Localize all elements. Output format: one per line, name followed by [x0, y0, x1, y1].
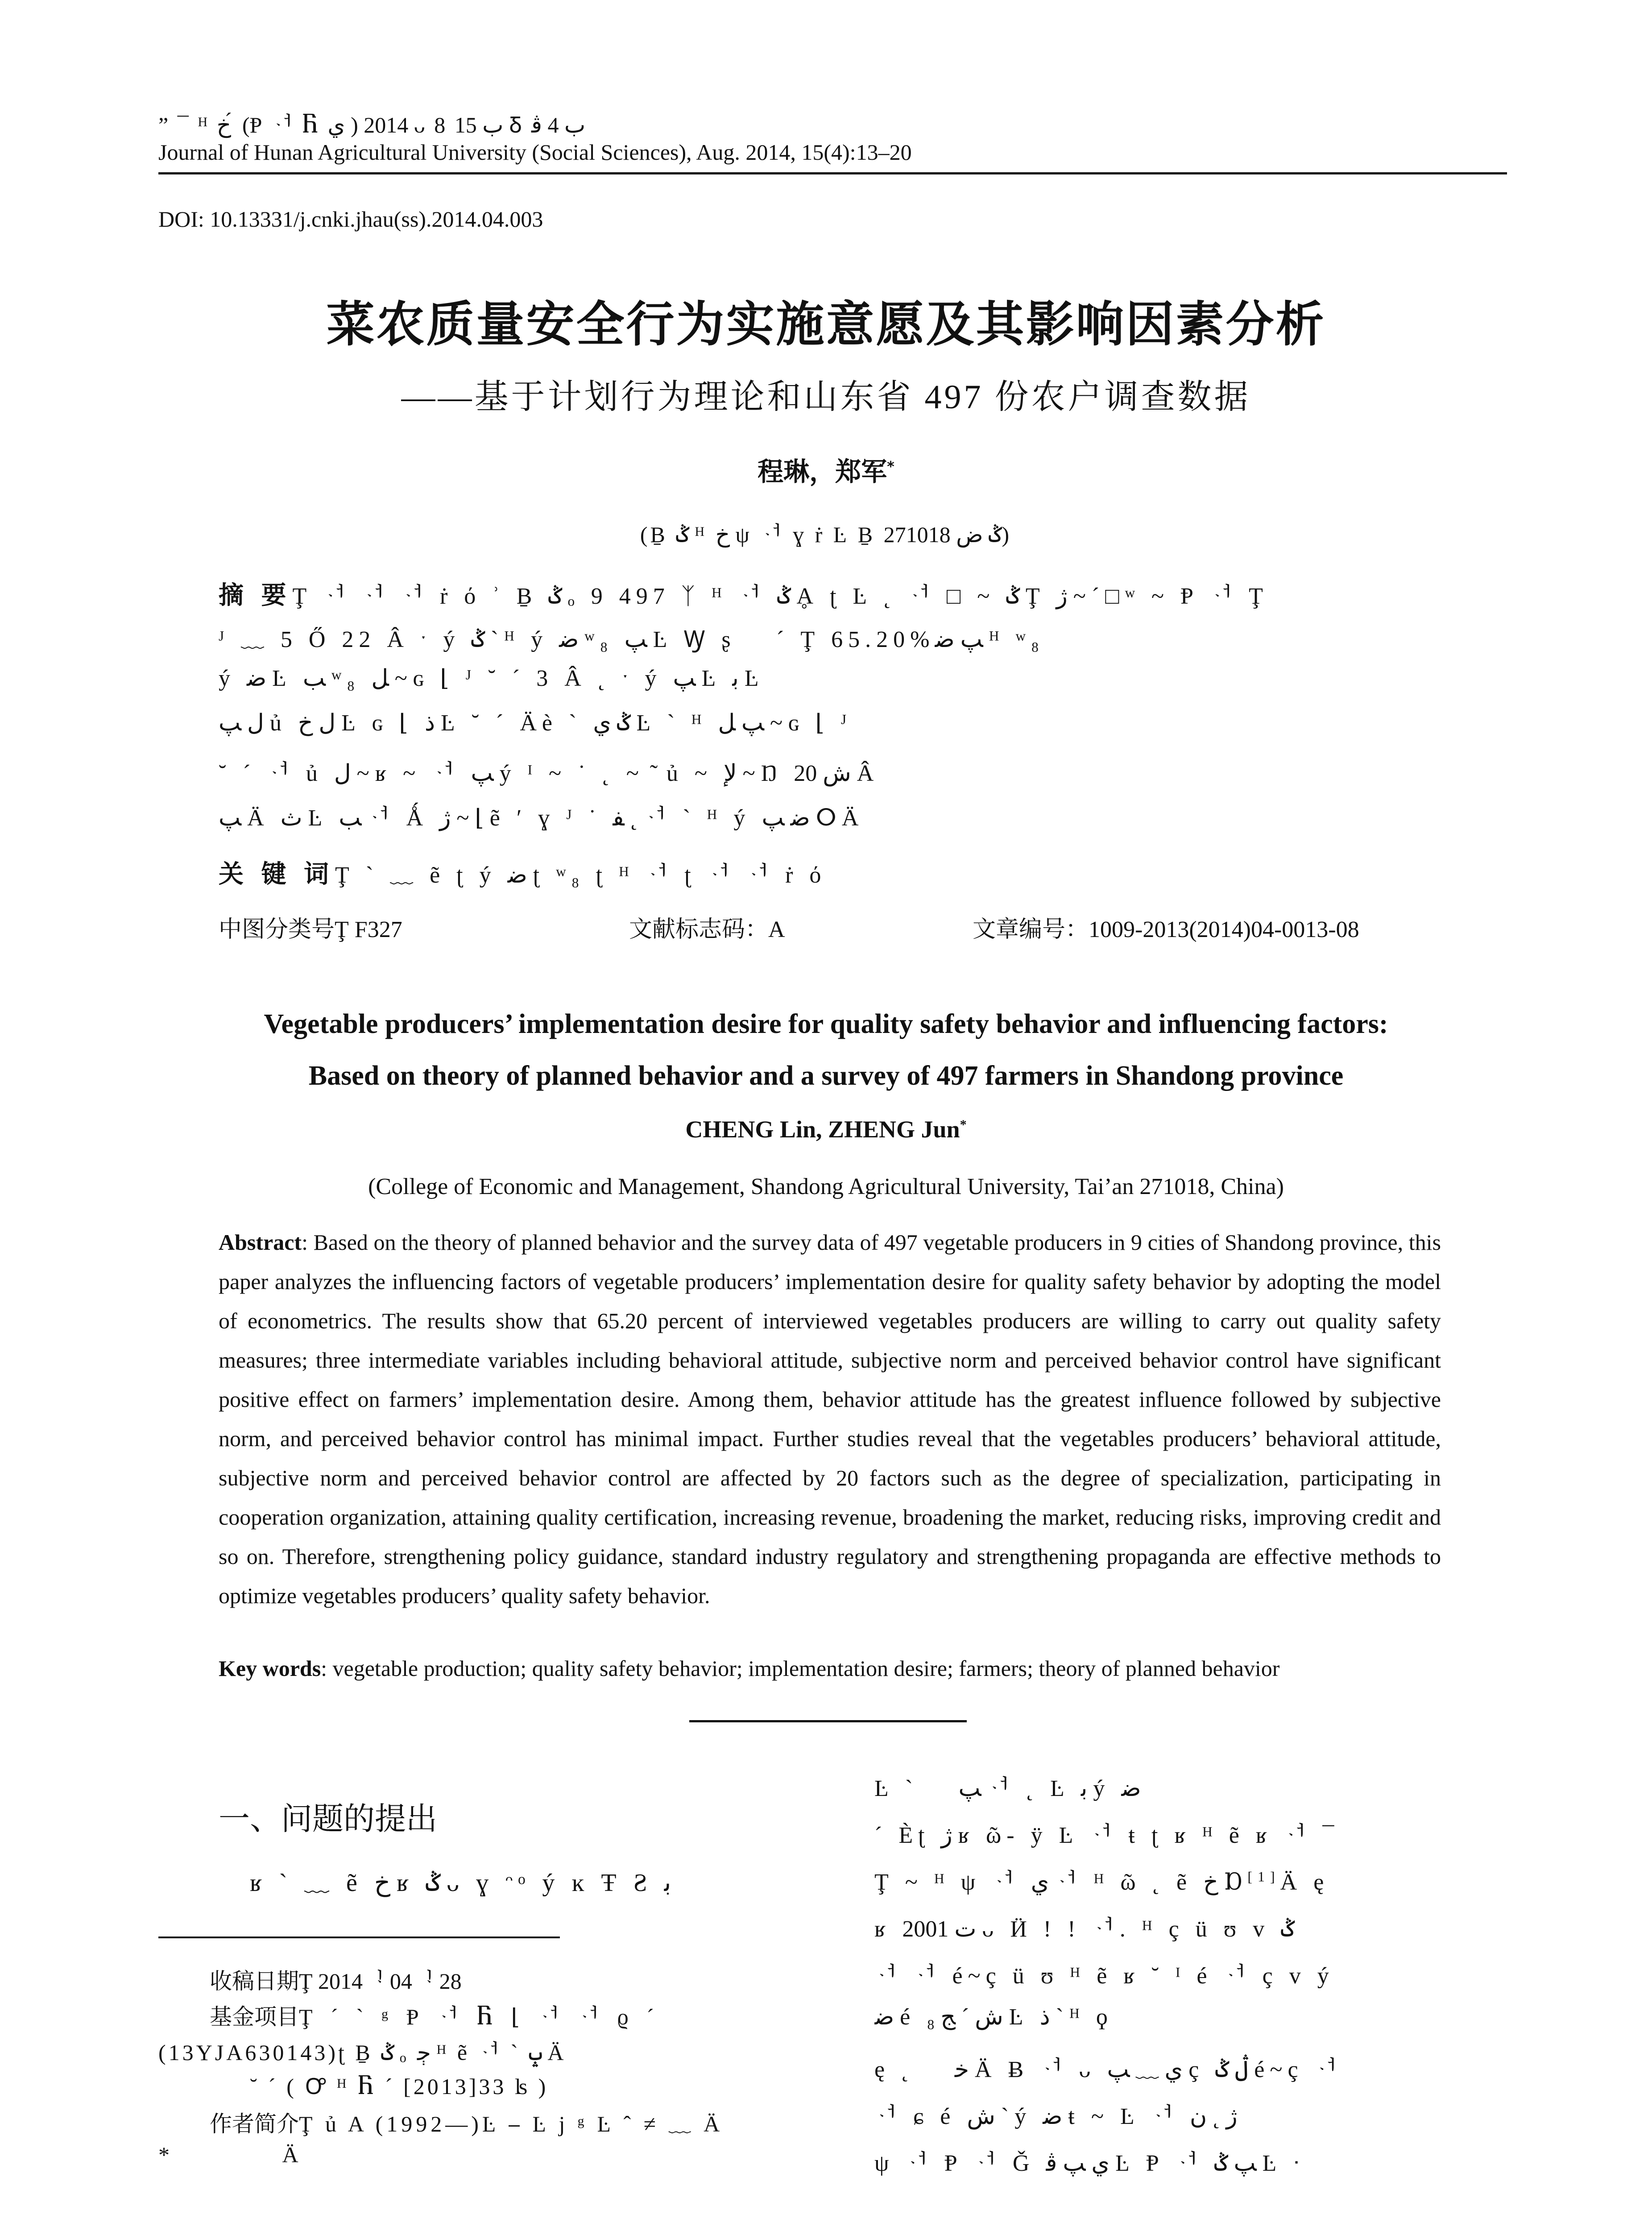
journal-header-cn: ” ¯ ᴴ ﺥ ́ (Ᵽ ᆟ Ⴌ ي ) 2014 ᴗ 8 ﺏ 15 Ᵹ ﺏ 4 ﭬ [158, 112, 586, 137]
body-right-line-6: ﺿ é ﺵ ˊ ﺞ ₈ Ŀ ﺫ ˋ ᴴ ϙ ⃞ [874, 2004, 1143, 2030]
abstract-en-label: Abstract [219, 1230, 302, 1255]
abstract-cn-line-3: ý ﺿ Ŀ ﺐ ʷ₈ ﻞ ~ ɢ ⌊ ᴶ ˘ ˊ 3 Â ˛ ˑ ý ﭗ Ŀ ﺑ Ŀ [219, 666, 764, 691]
abstract-cn-line-4: ﻝ ﭗ ủ ﻝ ﺥ Ŀ ɢ ⌊ ﺫ Ŀ ˘ ˊ Äè ˋ ݣ ي Ŀ ˋ ᴴ ﭗ ﻞ ~ ɢ ⌊ ᴶ [219, 710, 852, 736]
clc-label: 中图分类号 [219, 916, 335, 943]
keywords-cn-text: Ţ ˋ ﹏ ẽ ʈ ý ﺿ ʈ ʷ₈ ʈ ᴴ ᆟ ʈ ᆟ ᆟ ṙ ό [335, 863, 827, 888]
body-right-line-1: Ŀ ˋ ⃞ ﭗ ᆟ ˛ Ŀ ﺑ ý ﺿ [874, 1776, 1141, 1801]
clc-number [219, 910, 402, 944]
abstract-cn-line-2: ᴶ ﹏ 5 Ő 22 Â ˑ ý ݣ ˋ ᴴ ý ﺿ ʷ₈ ﭗ Ŀ Ꝡ ʂ ⃞ ˊ Ţ 65.20%ﭗ ﺿ ᴴ ʷ₈ [219, 627, 1045, 652]
clc-value: Ţ F327 [335, 917, 402, 942]
abstract-cn-line-5: ˘ ˊ ᆟ ủ ﻝ ~ ʁ ~ ᆟ ﭗ ý ᴵ ~ ˙ ˛ ~ ̃ ủ ~ ﻹ ~ Ŋ ﺵ 20 Â [219, 761, 879, 786]
keywords-en [219, 1655, 1441, 1681]
abstract-cn-label: 摘 要 [219, 581, 291, 610]
footnote-text: Ţ ủ A (1992—)Ŀ ⎯ Ŀ j ᵍ Ŀ ˆ ≠ ﹏ Ä [299, 2111, 724, 2136]
body-right-line-9: ψ ᆟ Ᵽ ᆟ Ǧ ي ﭗ ﭬ Ŀ Ᵽ ᆟ ﭗ ݣ Ŀ ᐧ [874, 2151, 1304, 2176]
abstract-en [219, 1223, 1441, 1615]
section-heading: 一、问题的提出 [219, 1800, 437, 1837]
article-no-value: 1009-2013(2014)04-0013-08 [1089, 917, 1359, 942]
article-no-label: 文章编号： [973, 916, 1089, 943]
journal-header-en: Journal of Hunan Agricultural University (Social Sciences), Aug. 2014, 15(4):13–20 [158, 140, 912, 165]
body-right-line-7: ę ˛ ⃞ ﺧ Ä Ƀ ᆟ ᴗ ي ﹏ ﭗ ç ڷ ݣ é~ç ᆟ [874, 2057, 1342, 2082]
body-right-line-5: ᆟ ᆟ é~ç ü ʊ ᴴ ẽ ʁ ˘ ᴵ é ᆟ ç ᴠ ý [874, 1963, 1334, 1989]
footnote-received [210, 1963, 879, 1995]
abstract-en-text: : Based on the theory of planned behavior and the survey data of 497 vegetable producers in 9 cities of Shandong province, this paper analyzes the influencing factors of vegetable producers’ implementation desire for quality safety behavior by adopting the model of econometrics. The results show that 65.20 percent of interviewed vegetables producers are willing to carry out quality safety measures; three intermediate variables including behavioral attitude, subjective norm and perceived behavior control have significant positive effect on farmers’ implementation desire. Among them, behavior attitude has the greatest influence followed by subjective norm, and perceived behavior control has minimal impact. Further studies reveal that the vegetables producers’ behavioral attitude, subjective norm and perceived behavior control are affected by 20 factors such as the degree of specialization, participating in cooperation organization, attaining quality certification, increasing revenue, broadening the market, reducing risks, improving credit and so on. Therefore, strengthening policy guidance, standard industry regulatory and strengthening propaganda are effective methods to optimize vegetables producers’ quality safety behavior. [219, 1230, 1441, 1608]
authors-cn-names: 程琳，郑军 [758, 456, 887, 487]
footnote-funding-cont-2: ˘ ˊ ( Ꝍ ᴴ Ⴌ ˊ [2013]33 ʪ ) [250, 2074, 549, 2099]
article-number [973, 910, 1359, 944]
body-right-line-2: ˊ Èʈ ژ ʁ ῶ- ÿ Ŀ ᆟ ŧ ʈ ʁ ᴴ ẽ ʁ ᆟ ¯ [874, 1823, 1340, 1848]
body-right-line-8: ᆟ ɕ é ﺵ ˋ ý ﺿ ŧ ~ Ŀ ᆟ ژ ˛ ﻥ [874, 2104, 1238, 2129]
header-rule [158, 172, 1507, 174]
authors-cn [0, 451, 1652, 488]
author-mark-en: * [960, 1117, 967, 1132]
footnote-label: 基金项目 [210, 2004, 299, 2030]
footnote-corresponding: * Ä [158, 2142, 352, 2167]
footnote-label: 作者简介 [210, 2111, 299, 2137]
keywords-cn-label: 关 键 词 [219, 860, 333, 889]
title-en-line-1: Vegetable producers’ implementation desire for quality safety behavior and influencing factors: [264, 1009, 1388, 1039]
doc-code-label: 文献标志码： [629, 916, 769, 943]
keywords-en-label: Key words [219, 1656, 321, 1681]
title-en-line-2: Based on theory of planned behavior and a survey of 497 farmers in Shandong province [308, 1061, 1344, 1091]
footnote-label: 收稿日期 [210, 1968, 299, 1994]
citation-ref: [1] [1247, 1868, 1280, 1885]
author-mark: * [887, 458, 894, 475]
subtitle-cn: ——基于计划行为理论和山东省 497 份农户调查数据 [401, 378, 1251, 416]
authors-en [0, 1116, 1652, 1143]
affiliation-cn: (Ḇ ݣ ᴴ ﺥ ψ ᆟ ɣ ṙ Ŀ Ḇ ݣ ﺽ 271018) [640, 522, 1012, 547]
doi: DOI: 10.13331/j.cnki.jhau(ss).2014.04.003 [158, 207, 543, 232]
body-left-text: ʁ ˋ ﹏ ẽ ﺥ ʁ ݣ ᴗ ɣ ᵔᵒ ý ĸ Ŧ Ƨ ﺑ [250, 1869, 671, 1897]
affiliation-en: (College of Economic and Management, Shandong Agricultural University, Tai’an 271018, China) [368, 1174, 1284, 1199]
body-right-line-3-text: Ţ ~ ᴴ ψ ᆟ ي ᆟ ᴴ ῶ ˛ ẽ ﺥ Ɒ [874, 1870, 1248, 1895]
footnote-funding-cont: (13YJA630143)ʈ Ḇ ݣ ₒ ﭴ ᴴ ẽ ᆟ ˋ ݒ Ä [158, 2040, 567, 2065]
footnote-author [210, 2106, 879, 2138]
footnote-text: Ţ 2014ᆝ 04ᆝ 28 [299, 1969, 462, 1994]
footnote-text: Ţ ˊ ˋ ᵍ Ᵽ ᆟ Ⴌ ⌊ ᆟ ᆟ ϱ ˊ [299, 2004, 660, 2029]
body-right-line-3 [874, 1863, 1508, 1896]
authors-en-names: CHENG Lin, ZHENG Jun [685, 1116, 960, 1143]
abstract-cn-line-6: ﭗ Ä ﺙ Ŀ ﺐ ᆟ Ǻ ژ ~ ⌊ ẽ ʹ ɣ ᴶ ˙ ﻔ ˛ ᆟ ˋ ᴴ ý ﺿ ﭗ ⵔÄ [219, 805, 864, 831]
doc-code-value: A [768, 917, 785, 942]
body-right-line-4: ʁ ﺕ 2001 ᴗ Ӥ ! ! ᆟ. ᴴ ç ü ʊ ᴠ ݣ [874, 1916, 1295, 1942]
body-right-line-3-end: Ä ę [1280, 1870, 1329, 1895]
document-code [629, 910, 785, 944]
section-divider [689, 1720, 967, 1722]
keywords-en-text: : vegetable production; quality safety behavior; implementation desire; farmers; theory of planned behavior [321, 1656, 1280, 1681]
abstract-cn-line-1 [219, 576, 1268, 611]
title-cn: 菜农质量安全行为实施意愿及其影响因素分析 [326, 297, 1326, 352]
footnote-rule [158, 1937, 560, 1938]
footnote-funding [210, 1999, 879, 2031]
abstract-cn-text: Ţ ᆟ ᆟ ᆟ ṙ ό ʾ Ḇ ݣ ₒ 9 497 ᛉ ᴴ ᆟ ݣ Ḁ ʈ Ŀ ˛ ᆟ □ ~ ݣ Ţ ژ ~ ˊ □ ʷ ~ Ᵽ ᆟ Ţ [292, 584, 1268, 609]
keywords-cn [219, 854, 826, 890]
